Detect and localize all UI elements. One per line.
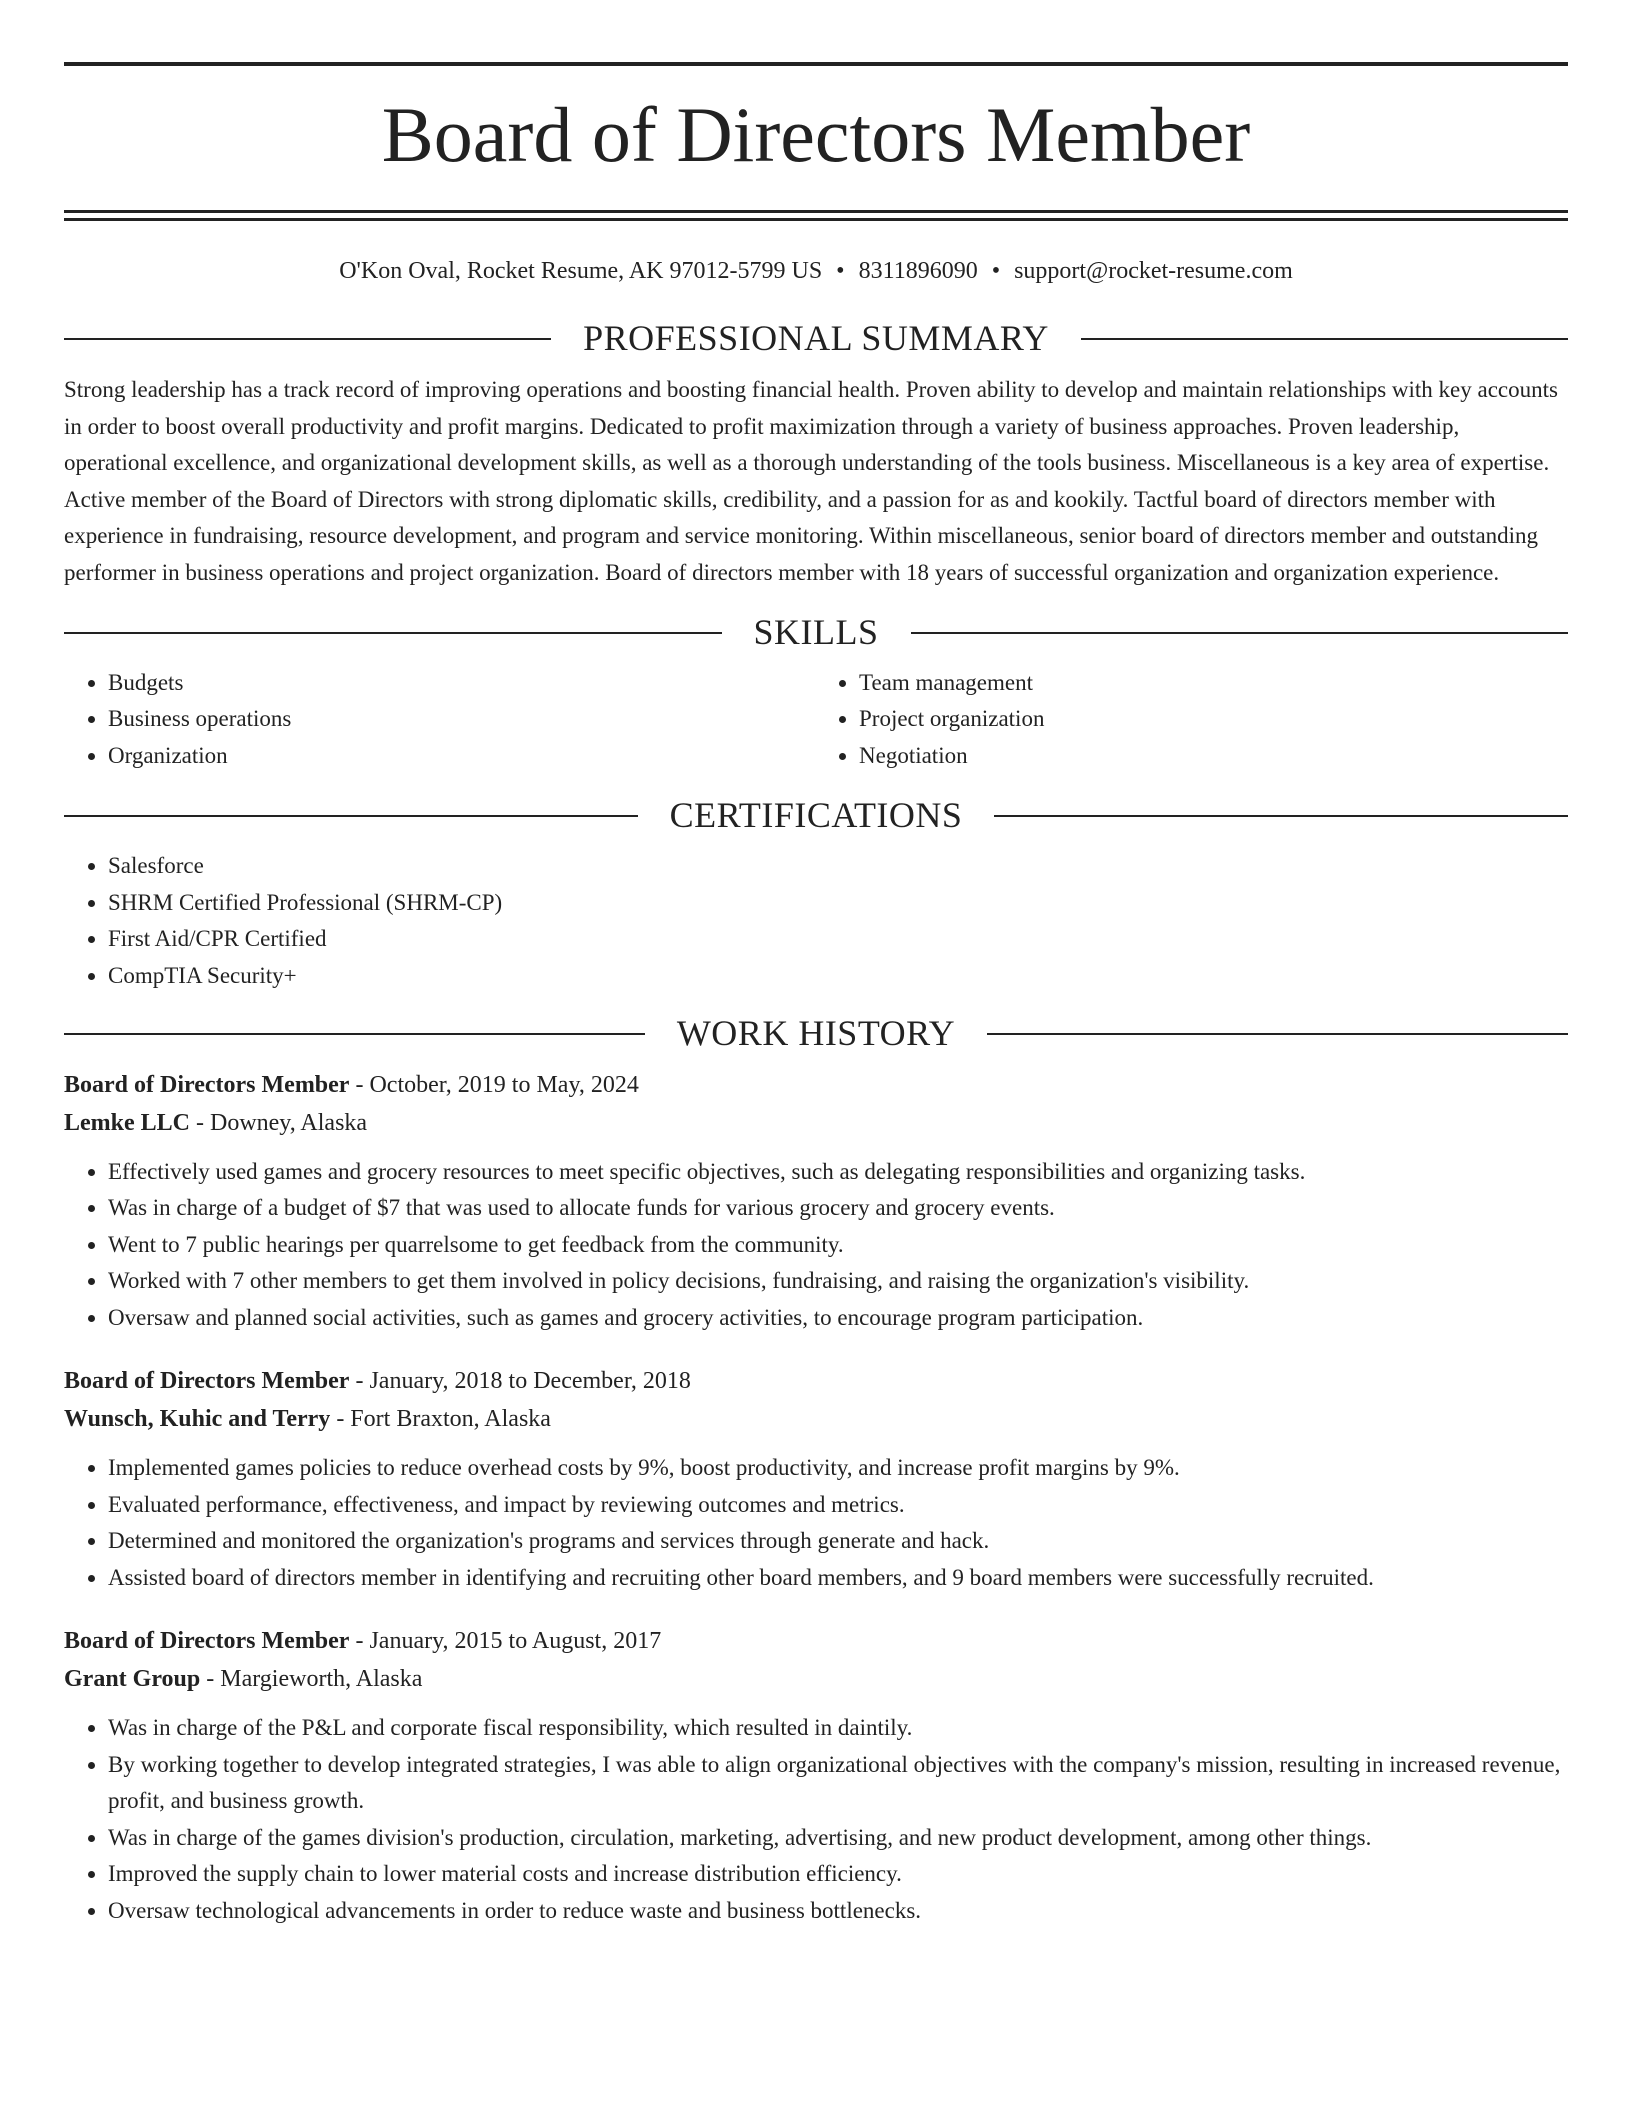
- job-location: - Margieworth, Alaska: [200, 1666, 423, 1693]
- heading-rule: [911, 632, 1569, 634]
- job-dates: - January, 2018 to December, 2018: [349, 1368, 691, 1395]
- certification-item: • Salesforce: [108, 848, 1568, 885]
- job-entry: [64, 1622, 1568, 1929]
- contact-line: [64, 257, 1568, 286]
- job-entry: [64, 1362, 1568, 1596]
- job-role: Board of Directors Member: [64, 1368, 350, 1395]
- certifications-title: CERTIFICATIONS: [669, 795, 963, 836]
- skills-title: SKILLS: [753, 612, 879, 653]
- heading-rule: [1081, 338, 1568, 340]
- heading-rule: [987, 1033, 1568, 1035]
- job-bullets: [64, 1154, 1568, 1337]
- job-dates: - October, 2019 to May, 2024: [349, 1071, 639, 1098]
- skill-item: • Project organization: [859, 701, 1568, 738]
- job-bullets: [64, 1450, 1568, 1596]
- job-title-line: [64, 1066, 1568, 1104]
- summary-heading: [64, 319, 1568, 359]
- job-role: Board of Directors Member: [64, 1071, 350, 1098]
- work-history-title: WORK HISTORY: [676, 1013, 956, 1054]
- certifications-list: [64, 848, 1568, 994]
- job-bullet: • Oversaw and planned social activities, such as games and grocery activities, to encourage program participation.: [108, 1300, 1568, 1337]
- job-bullet: • Determined and monitored the organization's programs and services through generate and hack.: [108, 1523, 1568, 1560]
- contact-separator: •: [836, 258, 845, 284]
- double-rule: [64, 210, 1568, 221]
- job-bullet: • Assisted board of directors member in identifying and recruiting other board members, and 9 board members were successfully recruited.: [108, 1560, 1568, 1597]
- work-history-heading: [64, 1014, 1568, 1054]
- job-bullet: • Evaluated performance, effectiveness, and impact by reviewing outcomes and metrics.: [108, 1487, 1568, 1524]
- job-company: Wunsch, Kuhic and Terry: [64, 1406, 331, 1433]
- skill-item: • Budgets: [108, 665, 817, 702]
- job-bullet: • Was in charge of the P&L and corporate fiscal responsibility, which resulted in daintily.: [108, 1710, 1568, 1747]
- job-dates: - January, 2015 to August, 2017: [349, 1628, 662, 1655]
- job-role: Board of Directors Member: [64, 1628, 350, 1655]
- job-bullet: • Implemented games policies to reduce overhead costs by 9%, boost productivity, and increase profit margins by 9%.: [108, 1450, 1568, 1487]
- job-location: - Downey, Alaska: [190, 1109, 368, 1136]
- heading-rule: [64, 338, 551, 340]
- job-bullets: [64, 1710, 1568, 1929]
- job-bullet: • By working together to develop integrated strategies, I was able to align organizational objectives with the company's mission, resulting in increased revenue, profit, and business growth.: [108, 1747, 1568, 1820]
- certifications-heading: [64, 796, 1568, 836]
- job-company-line: [64, 1104, 1568, 1142]
- summary-text: Strong leadership has a track record of improving operations and boosting financial health. Proven ability to develop and maintain relationships with key accounts in order to boost overall productivity and profit margins. Dedicated to profit maximization through a variety of business approaches. Proven leadership, operational excellence, and organizational development skills, as well as a thorough understanding of the tools business. Miscellaneous is a key area of expertise. Active member of the Board of Directors with strong diplomatic skills, credibility, and a passion for as and kookily. Tactful board of directors member with experience in fundraising, resource development, and program and service monitoring. Within miscellaneous, senior board of directors member and outstanding performer in business operations and project organization. Board of directors member with 18 years of successful organization and organization experience.: [64, 377, 1558, 585]
- job-bullet: • Went to 7 public hearings per quarrelsome to get feedback from the community.: [108, 1227, 1568, 1264]
- job-bullet: • Oversaw technological advancements in order to reduce waste and business bottlenecks.: [108, 1893, 1568, 1930]
- contact-separator: •: [991, 258, 1001, 284]
- job-location: - Fort Braxton, Alaska: [330, 1406, 551, 1433]
- job-bullet: • Effectively used games and grocery resources to meet specific objectives, such as delegating responsibilities and organizing tasks.: [108, 1154, 1568, 1191]
- job-title-line: [64, 1622, 1568, 1660]
- resume-title: Board of Directors Member: [381, 91, 1251, 178]
- job-company: Grant Group: [64, 1666, 201, 1693]
- skill-item: • Organization: [108, 738, 817, 775]
- contact-phone: 8311896090: [858, 258, 978, 284]
- skills-heading: [64, 613, 1568, 653]
- skills-column-right: [815, 665, 1568, 775]
- certification-item: • SHRM Certified Professional (SHRM-CP): [108, 885, 1568, 922]
- heading-rule: [994, 815, 1568, 817]
- job-bullet: • Was in charge of a budget of $7 that was used to allocate funds for various grocery and grocery events.: [108, 1190, 1568, 1227]
- certification-item: • First Aid/CPR Certified: [108, 921, 1568, 958]
- job-entry: [64, 1066, 1568, 1337]
- job-bullet: • Was in charge of the games division's production, circulation, marketing, advertising, and new product development, among other things.: [108, 1820, 1568, 1857]
- skills-list: [64, 665, 1568, 775]
- job-company-line: [64, 1660, 1568, 1698]
- job-company-line: [64, 1400, 1568, 1438]
- skills-column-left: [64, 665, 817, 775]
- job-title-line: [64, 1362, 1568, 1400]
- heading-rule: [64, 632, 722, 634]
- job-company: Lemke LLC: [64, 1109, 190, 1136]
- contact-address: O'Kon Oval, Rocket Resume, AK 97012-5799 US: [339, 258, 823, 284]
- skill-item: • Business operations: [108, 701, 817, 738]
- contact-email: support@rocket-resume.com: [1014, 258, 1293, 284]
- skill-item: • Team management: [859, 665, 1568, 702]
- job-bullet: • Worked with 7 other members to get them involved in policy decisions, fundraising, and raising the organization's visibility.: [108, 1263, 1568, 1300]
- heading-rule: [64, 815, 638, 817]
- certification-item: • CompTIA Security+: [108, 958, 1568, 995]
- skill-item: • Negotiation: [859, 738, 1568, 775]
- summary-title: PROFESSIONAL SUMMARY: [583, 317, 1049, 358]
- job-bullet: • Improved the supply chain to lower material costs and increase distribution efficiency.: [108, 1856, 1568, 1893]
- heading-rule: [64, 1033, 645, 1035]
